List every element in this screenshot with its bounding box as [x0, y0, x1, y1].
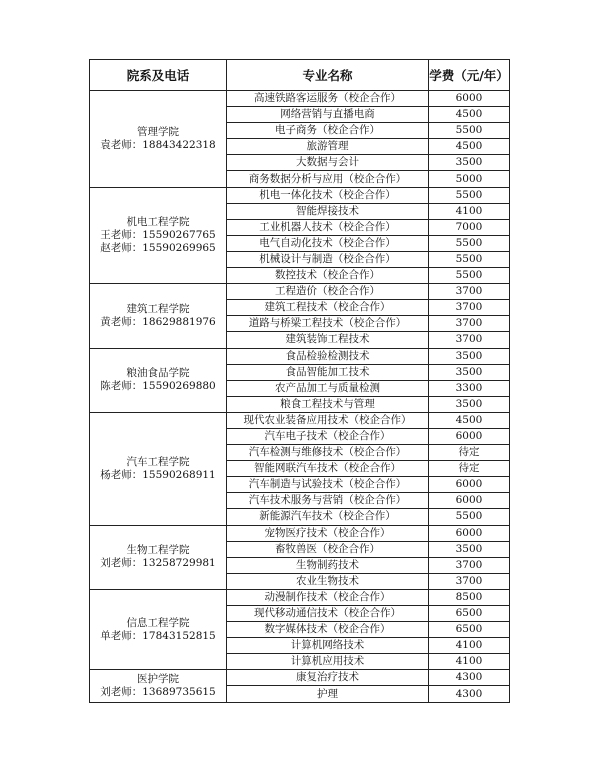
tuition-fee: 3500: [429, 348, 510, 364]
tuition-fee: 3700: [429, 284, 510, 300]
tuition-fee: 7000: [429, 219, 510, 235]
table-row: [90, 348, 510, 364]
major-name: 智能网联汽车技术（校企合作）: [227, 461, 429, 477]
major-name: 现代农业装备应用技术（校企合作）: [227, 412, 429, 428]
major-name: 汽车技术服务与营销（校企合作）: [227, 493, 429, 509]
major-name: 护理: [227, 686, 429, 702]
major-name: 数字媒体技术（校企合作）: [227, 622, 429, 638]
major-name: 高速铁路客运服务（校企合作）: [227, 91, 429, 107]
table-row: [90, 412, 510, 428]
tuition-fee: 3300: [429, 380, 510, 396]
table-row: [90, 670, 510, 686]
tuition-fee: 3500: [429, 541, 510, 557]
tuition-fee: 3700: [429, 332, 510, 348]
contact-phone: 黄老师：18629881976: [100, 315, 216, 328]
tuition-fee: 3500: [429, 364, 510, 380]
tuition-fee: 4500: [429, 107, 510, 123]
major-name: 动漫制作技术（校企合作）: [227, 589, 429, 605]
table-row: [90, 525, 510, 541]
major-name: 新能源汽车技术（校企合作）: [227, 509, 429, 525]
header-dept-contact: 院系及电话: [90, 60, 227, 91]
contact-phone: 赵老师：15590269965: [100, 241, 216, 254]
table-row: [90, 91, 510, 107]
major-name: 大数据与会计: [227, 155, 429, 171]
tuition-fee: 3700: [429, 316, 510, 332]
major-name: 康复治疗技术: [227, 670, 429, 686]
major-name: 工程造价（校企合作）: [227, 284, 429, 300]
department-name: 粮油食品学院: [126, 367, 190, 380]
tuition-fee: 3700: [429, 573, 510, 589]
table-row: [90, 589, 510, 605]
tuition-fee: 6500: [429, 606, 510, 622]
contact-phone: 刘老师：13689735615: [100, 685, 216, 698]
department-cell: [90, 525, 227, 589]
major-name: 电气自动化技术（校企合作）: [227, 235, 429, 251]
department-name: 汽车工程学院: [126, 455, 190, 468]
major-name: 畜牧兽医（校企合作）: [227, 541, 429, 557]
tuition-fee: 4500: [429, 139, 510, 155]
major-name: 道路与桥梁工程技术（校企合作）: [227, 316, 429, 332]
department-name: 信息工程学院: [126, 616, 190, 629]
tuition-fee: 5500: [429, 509, 510, 525]
major-name: 农业生物技术: [227, 573, 429, 589]
department-cell: [90, 670, 227, 702]
contact-phone: 杨老师：15590268911: [100, 468, 216, 481]
major-name: 建筑装饰工程技术: [227, 332, 429, 348]
tuition-fee: 待定: [429, 445, 510, 461]
major-name: 网络营销与直播电商: [227, 107, 429, 123]
tuition-fee: 4300: [429, 686, 510, 702]
table-header-row: [90, 60, 510, 91]
contact-phone: 陈老师：15590269880: [100, 380, 216, 393]
major-name: 汽车制造与试验技术（校企合作）: [227, 477, 429, 493]
tuition-fee: 4100: [429, 654, 510, 670]
tuition-table: [89, 59, 510, 703]
contact-phone: 王老师：15590267765: [100, 228, 216, 241]
tuition-fee: 8500: [429, 589, 510, 605]
major-name: 生物制药技术: [227, 557, 429, 573]
department-name: 建筑工程学院: [126, 302, 190, 315]
contact-phone: 单老师：17843152815: [100, 629, 216, 642]
tuition-fee: 3700: [429, 300, 510, 316]
table-row: [90, 187, 510, 203]
major-name: 汽车检测与维修技术（校企合作）: [227, 445, 429, 461]
major-name: 电子商务（校企合作）: [227, 123, 429, 139]
tuition-fee: 6500: [429, 622, 510, 638]
department-cell: [90, 589, 227, 669]
department-cell: [90, 348, 227, 412]
tuition-fee: 5500: [429, 251, 510, 267]
tuition-fee: 3700: [429, 557, 510, 573]
major-name: 商务数据分析与应用（校企合作）: [227, 171, 429, 187]
tuition-fee: 5500: [429, 187, 510, 203]
department-name: 生物工程学院: [126, 544, 190, 557]
major-name: 工业机器人技术（校企合作）: [227, 219, 429, 235]
tuition-fee: 6000: [429, 525, 510, 541]
department-cell: [90, 187, 227, 284]
major-name: 计算机网络技术: [227, 638, 429, 654]
tuition-fee: 3500: [429, 155, 510, 171]
major-name: 食品智能加工技术: [227, 364, 429, 380]
header-major: 专业名称: [227, 60, 429, 91]
tuition-fee: 6000: [429, 428, 510, 444]
table-body: [90, 91, 510, 703]
tuition-fee: 4100: [429, 638, 510, 654]
tuition-fee: 6000: [429, 493, 510, 509]
major-name: 数控技术（校企合作）: [227, 268, 429, 284]
contact-phone: 袁老师：18843422318: [100, 138, 216, 151]
tuition-fee: 4300: [429, 670, 510, 686]
tuition-fee: 待定: [429, 461, 510, 477]
major-name: 宠物医疗技术（校企合作）: [227, 525, 429, 541]
tuition-fee: 5000: [429, 171, 510, 187]
major-name: 现代移动通信技术（校企合作）: [227, 606, 429, 622]
header-fee: 学费（元/年）: [429, 60, 510, 91]
major-name: 建筑工程技术（校企合作）: [227, 300, 429, 316]
major-name: 食品检验检测技术: [227, 348, 429, 364]
tuition-fee: 4100: [429, 203, 510, 219]
contact-phone: 刘老师：13258729981: [100, 557, 216, 570]
department-name: 医护学院: [137, 672, 179, 685]
tuition-fee: 3500: [429, 396, 510, 412]
tuition-fee: 5500: [429, 235, 510, 251]
table-row: [90, 284, 510, 300]
major-name: 汽车电子技术（校企合作）: [227, 428, 429, 444]
department-cell: [90, 91, 227, 188]
tuition-fee: 4500: [429, 412, 510, 428]
department-name: 机电工程学院: [126, 215, 190, 228]
major-name: 机械设计与制造（校企合作）: [227, 251, 429, 267]
tuition-fee: 6000: [429, 477, 510, 493]
major-name: 农产品加工与质量检测: [227, 380, 429, 396]
tuition-fee: 5500: [429, 268, 510, 284]
major-name: 智能焊接技术: [227, 203, 429, 219]
department-cell: [90, 412, 227, 525]
major-name: 机电一体化技术（校企合作）: [227, 187, 429, 203]
major-name: 计算机应用技术: [227, 654, 429, 670]
department-cell: [90, 284, 227, 348]
department-name: 管理学院: [137, 125, 179, 138]
tuition-fee: 5500: [429, 123, 510, 139]
major-name: 粮食工程技术与管理: [227, 396, 429, 412]
major-name: 旅游管理: [227, 139, 429, 155]
tuition-fee: 6000: [429, 91, 510, 107]
